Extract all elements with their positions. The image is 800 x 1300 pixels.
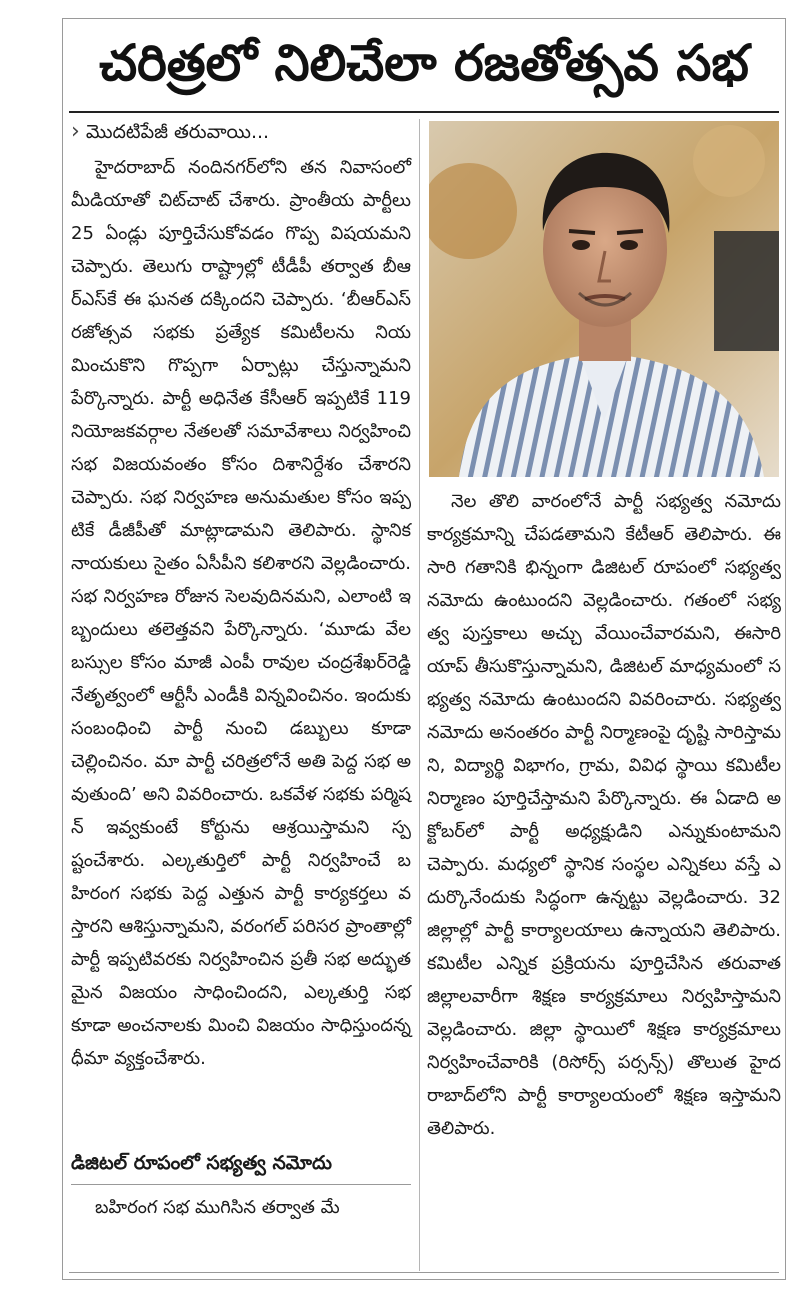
chevron-right-icon: › [71,119,80,144]
bottom-rule [69,1272,779,1273]
article-paragraph-right: నెల తొలి వారంలోనే పార్టీ సభ్యత్వ నమోదు కార్యక్రమాన్ని చేపడతామని కేటీఆర్ తెలిపారు. ఈసారి గతానికి భిన్నంగా డిజిటల్ రూపంలో సభ్యత్వ నమోదు ఉంటుందని వెల్లడించారు. గతంలో సభ్యత్వ పుస్తకాలు అచ్చు వేయించేవారమని, ఈసారి యాప్ తీసుకొస్తున్నామని, డిజిటల్ మాధ్యమంలో సభ్యత్వ నమోదు ఉంటుందని వివరించారు. సభ్యత్వ నమోదు అనంతరం పార్టీ నిర్మాణంపై దృష్టి సారిస్తామని, విద్యార్థి విభాగం, గ్రామ, వివిధ స్థాయి కమిటీల నిర్మాణం పూర్తిచేస్తామని పేర్కొన్నారు. ఈ ఏడాది అక్టోబర్‌లో పార్టీ అధ్యక్షుడిని ఎన్నుకుంటామని చెప్పారు. మధ్యలో స్థానిక సంస్థల ఎన్నికలు వస్తే ఎదుర్కొనేందుకు సిద్ధంగా ఉన్నట్టు వెల్లడించారు. 32 జిల్లాల్లో పార్టీ కార్యాలయాలు ఉన్నాయని తెలిపారు. కమిటీల ఎన్నిక ప్రక్రియను పూర్తిచేసిన తరువాత జిల్లాలవారీగా శిక్షణ కార్యక్రమాలు నిర్వహిస్తామని వెల్లడించారు. జిల్లా స్థాయిలో శిక్షణ కార్యక్రమాలు నిర్వహించేవారికి (రిసోర్స్ పర్సన్స్) తొలుత హైదరాబాద్‌లోని పార్టీ కార్యాలయంలో శిక్షణ ఇస్తామని తెలిపారు. [427,491,781,1139]
article-column-right [427,485,781,1145]
subheading-rule [71,1184,411,1185]
newspaper-clipping [62,18,786,1280]
headline: చరిత్రలో నిలిచేలా రజతోత్సవ సభ [99,33,749,92]
article-paragraph: హైదరాబాద్ నందినగర్‌లోని తన నివాసంలో మీడియాతో చిట్‌చాట్ చేశారు. ప్రాంతీయ పార్టీలు 25 ఏండ్లు పూర్తిచేసుకోవడం గొప్ప విషయమని చెప్పారు. తెలుగు రాష్ట్రాల్లో టీడీపీ తర్వాత బీఆర్‌ఎస్‌కే ఈ ఘనత దక్కిందని చెప్పారు. ‘బీఆర్‌ఎస్ రజోత్సవ సభకు ప్రత్యేక కమిటీలను నియమించుకొని గొప్పగా ఏర్పాట్లు చేస్తున్నామని పేర్కొన్నారు. పార్టీ అధినేత కేసీఆర్ ఇప్పటికే 119 నియోజకవర్గాల నేతలతో సమావేశాలు నిర్వహించి సభ విజయవంతం కోసం దిశానిర్దేశం చేశారని చెప్పారు. సభ నిర్వహణ అనుమతుల కోసం ఇప్పటికే డీజీపీతో మాట్లాడామని తెలిపారు. స్థానిక నాయకులు సైతం ఏసీపీని కలిశారని వెల్లడించారు. సభ నిర్వహణ రోజున సెలవుదినమని, ఎలాంటి ఇబ్బందులు తలెత్తవని పేర్కొన్నారు. ‘మూడు వేల బస్సుల కోసం మాజీ ఎంపీ రావుల చంద్రశేఖర్‌రెడ్డి నేతృత్వంలో ఆర్టీసీ ఎండీకి విన్నవించినం. ఇందుకు సంబంధించి పార్టీ నుంచి డబ్బులు కూడా చెల్లించినం. మా పార్టీ చరిత్రలోనే అతి పెద్ద సభ అవుతుంది’ అని వివరించారు. ఒకవేళ సభకు పర్మిషన్ ఇవ్వకుంటే కోర్టును ఆశ్రయిస్తామని స్పష్టంచేశారు. ఎల్కతుర్తిలో పార్టీ నిర్వహించే బహిరంగ సభకు పెద్ద ఎత్తున పార్టీ కార్యకర్తలు వస్తారని ఆశిస్తున్నామని, వరంగల్ పరిసర ప్రాంతాల్లో పార్టీ ఇప్పటివరకు నిర్వహించిన ప్రతీ సభ అద్భుతమైన విజయం సాధించిందని, ఎల్కతుర్తి సభ కూడా అంచనాలకు మించి విజయం సాధిస్తుందన్న ధీమా వ్యక్తంచేశారు. [71,157,411,1069]
portrait-image [429,121,779,477]
article-column-left [71,151,411,1075]
continuation-label: మొదటిపేజీ తరువాయి... [85,121,270,143]
article-paragraph-tail: బహిరంగ సభ ముగిసిన తర్వాత మే [95,1197,340,1218]
article-column-left-tail [71,1191,411,1224]
continuation-line [71,117,411,147]
column-divider [419,119,420,1271]
headline-rule [69,111,779,113]
portrait-photo [429,121,779,477]
subheading: డిజిటల్ రూపంలో సభ్యత్వ నమోదు [71,1152,332,1174]
